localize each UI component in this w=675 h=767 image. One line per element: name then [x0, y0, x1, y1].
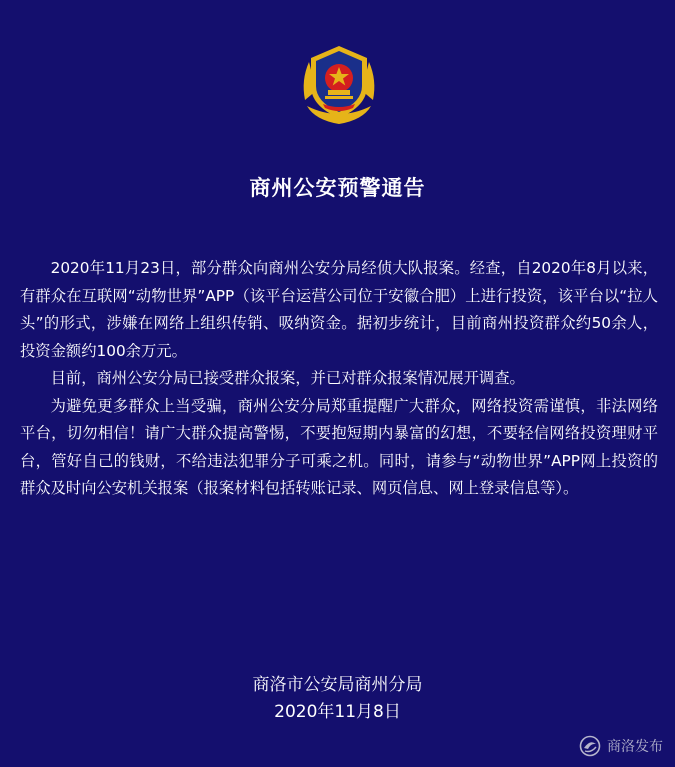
shangluo-fabu-logo-icon: [579, 735, 601, 757]
notice-signature: [0, 672, 675, 726]
notice-body: [20, 255, 658, 503]
notice-paragraph-3: 为避免更多群众上当受骗，商州公安分局郑重提醒广大群众，网络投资需谨慎，非法网络平台，切勿相信！请广大群众提高警惕，不要抱短期内暴富的幻想，不要轻信网络投资理财平台，管好自己的钱财，不给违法犯罪分子可乘之机。同时，请参与“动物世界”APP网上投资的群众及时向公安机关报案（报案材料包括转账记录、网页信息、网上登录信息等）。: [20, 396, 658, 497]
notice-paragraph-1: 2020年11月23日，部分群众向商州公安分局经侦大队报案。经查，自2020年8月以来，有群众在互联网“动物世界”APP（该平台运营公司位于安徽合肥）上进行投资，该平台以“拉人头”的形式，涉嫌在网络上组织传销、吸纳资金。据初步统计，目前商州投资群众约50余人，投资金额约100余万元。: [20, 259, 658, 360]
watermark-text: 商洛发布: [607, 739, 663, 755]
police-emblem-icon: [295, 40, 383, 128]
watermark: [579, 735, 663, 757]
issue-date: 2020年11月8日: [274, 702, 401, 722]
issuer-name: 商洛市公安局商州分局: [252, 675, 423, 695]
notice-title: 商州公安预警通告: [249, 176, 426, 200]
notice-paragraph-2: 目前，商州公安分局已接受群众报案，并已对群众报案情况展开调查。: [50, 369, 525, 387]
